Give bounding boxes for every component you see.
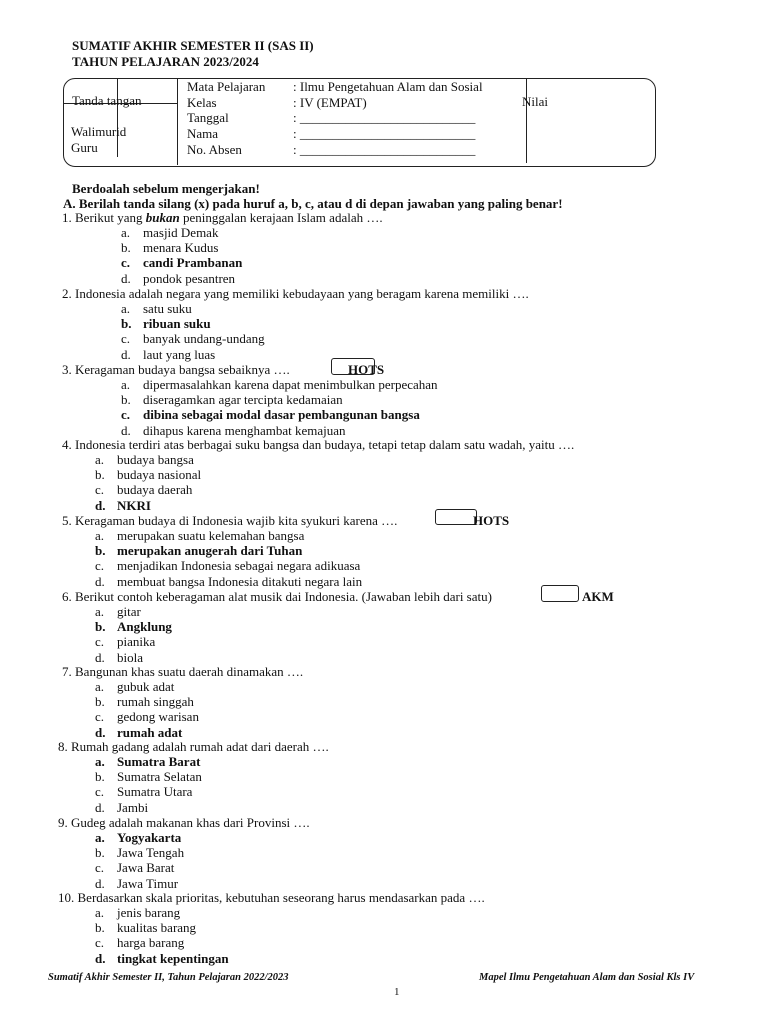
option-text: Sumatra Barat: [117, 754, 201, 769]
option-4-d[interactable]: [95, 498, 151, 514]
option-letter: b.: [95, 619, 106, 635]
question-number: 7.: [62, 664, 75, 679]
option-letter: b.: [95, 769, 105, 785]
option-6-b[interactable]: [95, 619, 172, 635]
tanda-tangan-label: Tanda tangan: [72, 93, 142, 108]
option-text: budaya bangsa: [117, 452, 194, 467]
option-text: budaya daerah: [117, 482, 193, 498]
option-6-a[interactable]: [95, 604, 141, 620]
question-number: 6.: [62, 589, 75, 604]
option-7-a[interactable]: [95, 679, 174, 695]
option-10-d[interactable]: [95, 951, 229, 967]
option-3-b[interactable]: [121, 392, 343, 408]
option-letter: b.: [121, 392, 131, 408]
option-1-b[interactable]: [121, 240, 218, 256]
question-text: Indonesia adalah negara yang memiliki kebudayaan yang beragam karena memiliki ….: [75, 286, 529, 301]
option-5-c[interactable]: [95, 558, 360, 574]
option-letter: d.: [95, 950, 106, 966]
option-text: rumah singgah: [117, 694, 194, 710]
question-text: Bangunan khas suatu daerah dinamakan ….: [75, 664, 304, 679]
field-nama[interactable]: : ___________________________: [293, 126, 476, 141]
option-letter: b.: [121, 240, 131, 256]
option-text: ribuan suku: [143, 316, 211, 332]
option-text: menara Kudus: [143, 240, 219, 256]
option-text: Sumatra Utara: [117, 784, 193, 800]
label-kelas: Kelas: [187, 95, 217, 110]
option-5-a[interactable]: [95, 528, 304, 544]
tag-box: [541, 585, 579, 602]
option-1-d[interactable]: [121, 271, 235, 287]
option-1-c[interactable]: [121, 255, 242, 271]
value-kelas: : IV (EMPAT): [293, 95, 367, 110]
option-text: jenis barang: [117, 905, 181, 920]
field-tanggal[interactable]: : ___________________________: [293, 110, 476, 125]
option-letter: b.: [95, 543, 106, 559]
option-text: merupakan anugerah dari Tuhan: [117, 543, 303, 559]
option-text: gitar: [117, 604, 141, 619]
option-2-a[interactable]: [121, 301, 192, 317]
label-nama: Nama: [187, 126, 219, 141]
option-text: masjid Demak: [143, 225, 219, 240]
option-letter: b.: [95, 467, 105, 483]
option-letter: a.: [95, 604, 105, 619]
option-text: dihapus karena menghambat kemajuan: [143, 422, 346, 438]
option-letter: d.: [95, 649, 105, 665]
label-absen: No. Absen: [187, 142, 242, 157]
value-mapel: : Ilmu Pengetahuan Alam dan Sosial: [293, 79, 483, 94]
option-10-b[interactable]: [95, 920, 196, 936]
section-a-instruction: A. Berilah tanda silang (x) pada huruf a, b, c, atau d di depan jawaban yang paling benar!: [63, 196, 563, 211]
nilai-divider: [526, 79, 527, 163]
option-letter: c.: [121, 407, 131, 423]
option-text: satu suku: [143, 301, 192, 316]
option-text: pondok pesantren: [143, 270, 236, 286]
option-letter: a.: [121, 377, 131, 392]
option-letter: d.: [95, 799, 105, 815]
label-tanggal: Tanggal: [187, 110, 229, 125]
option-text: membuat bangsa Indonesia ditakuti negara lain: [117, 573, 363, 589]
option-text: NKRI: [117, 497, 151, 513]
question-emphasis: bukan: [145, 210, 180, 225]
option-letter: c.: [95, 860, 105, 876]
option-text: biola: [117, 649, 143, 665]
option-6-c[interactable]: [95, 634, 155, 650]
option-letter: c.: [95, 784, 105, 800]
option-text: banyak undang-undang: [143, 331, 265, 347]
question-7: [62, 664, 303, 680]
option-letter: d.: [121, 346, 131, 362]
option-8-b[interactable]: [95, 769, 202, 785]
option-4-a[interactable]: [95, 452, 194, 468]
option-8-d[interactable]: [95, 800, 148, 816]
option-letter: c.: [95, 935, 105, 951]
question-6: [62, 589, 492, 605]
question-4: [62, 437, 574, 453]
hots-tag: HOTS: [348, 362, 385, 377]
signature-divider: [117, 79, 118, 157]
question-number: 1.: [62, 210, 75, 225]
option-9-a[interactable]: [95, 830, 181, 846]
option-letter: a.: [121, 225, 131, 240]
option-9-b[interactable]: [95, 845, 184, 861]
option-text: menjadikan Indonesia sebagai negara adikuasa: [117, 558, 361, 574]
option-letter: d.: [95, 497, 106, 513]
question-10: [58, 890, 485, 906]
question-number: 9.: [58, 815, 71, 830]
option-letter: d.: [121, 422, 131, 438]
question-9: [58, 815, 310, 831]
option-text: dipermasalahkan karena dapat menimbulkan perpecahan: [143, 377, 438, 392]
option-letter: a.: [95, 754, 105, 769]
option-3-a[interactable]: [121, 377, 438, 393]
question-number: 2.: [62, 286, 75, 301]
option-letter: c.: [95, 634, 105, 650]
option-letter: b.: [121, 316, 132, 332]
option-text: kualitas barang: [117, 920, 197, 936]
option-letter: a.: [95, 528, 105, 543]
question-text: Berikut yang: [75, 210, 146, 225]
option-text: Jawa Tengah: [117, 845, 185, 861]
option-5-d[interactable]: [95, 574, 362, 590]
option-text: Sumatra Selatan: [117, 769, 202, 785]
option-text: dibina sebagai modal dasar pembangunan bangsa: [143, 407, 420, 423]
question-5: [62, 513, 397, 529]
option-letter: c.: [95, 709, 105, 725]
question-text: Berdasarkan skala prioritas, kebutuhan seseorang harus mendasarkan pada ….: [77, 890, 485, 905]
page-number: 1: [394, 986, 400, 998]
option-10-a[interactable]: [95, 905, 180, 921]
option-text: rumah adat: [117, 724, 183, 740]
pray-instruction: Berdoalah sebelum mengerjakan!: [72, 181, 260, 196]
option-4-b[interactable]: [95, 467, 201, 483]
option-text: Jawa Barat: [117, 860, 175, 876]
option-text: Jawa Timur: [117, 875, 179, 891]
question-text: Rumah gadang adalah rumah adat dari daerah ….: [71, 739, 329, 754]
option-text: laut yang luas: [143, 346, 216, 362]
walimurid-label: Walimurid: [71, 124, 127, 139]
option-letter: b.: [95, 920, 105, 936]
question-text: Berikut contoh keberagaman alat musik dai Indonesia. (Jawaban lebih dari satu): [75, 589, 492, 604]
question-text: Indonesia terdiri atas berbagai suku bangsa dan budaya, tetapi tetap dalam satu wadah, yaitu ….: [75, 437, 575, 452]
option-text: Yogyakarta: [117, 830, 182, 845]
footer-right: Mapel Ilmu Pengetahuan Alam dan Sosial Kls IV: [479, 972, 695, 983]
footer-left: Sumatif Akhir Semester II, Tahun Pelajaran 2022/2023: [48, 972, 289, 983]
option-text: Angklung: [117, 619, 172, 635]
label-mapel: Mata Pelajaran: [187, 79, 266, 94]
option-letter: b.: [95, 845, 105, 861]
nilai-label: Nilai: [522, 94, 548, 109]
option-letter: d.: [95, 875, 105, 891]
option-text: tingkat kepentingan: [117, 950, 229, 966]
question-number: 8.: [58, 739, 71, 754]
option-text: Jambi: [117, 799, 149, 815]
question-2: [62, 286, 529, 302]
option-8-a[interactable]: [95, 754, 200, 770]
question-number: 4.: [62, 437, 75, 452]
question-text: Gudeg adalah makanan khas dari Provinsi ….: [71, 815, 310, 830]
tag-box: [435, 509, 477, 525]
option-letter: d.: [121, 270, 131, 286]
doc-title: SUMATIF AKHIR SEMESTER II (SAS II): [72, 38, 314, 53]
option-letter: a.: [121, 301, 131, 316]
question-number: 5.: [62, 513, 75, 528]
option-2-b[interactable]: [121, 316, 211, 332]
option-letter: d.: [95, 573, 105, 589]
option-8-c[interactable]: [95, 784, 192, 800]
option-1-a[interactable]: [121, 225, 218, 241]
option-10-c[interactable]: [95, 935, 184, 951]
option-text: diseragamkan agar tercipta kedamaian: [143, 392, 343, 408]
option-letter: a.: [95, 452, 105, 467]
question-1: [62, 210, 383, 226]
option-5-b[interactable]: [95, 543, 302, 559]
guru-label: Guru: [71, 140, 98, 155]
option-letter: c.: [121, 255, 131, 271]
option-7-c[interactable]: [95, 709, 199, 725]
option-text: merupakan suatu kelemahan bangsa: [117, 528, 305, 543]
option-text: harga barang: [117, 935, 185, 951]
option-text: candi Prambanan: [143, 255, 243, 271]
option-text: pianika: [117, 634, 156, 650]
doc-year: TAHUN PELAJARAN 2023/2024: [72, 54, 259, 69]
option-letter: c.: [95, 558, 105, 574]
option-text: budaya nasional: [117, 467, 202, 483]
option-text: gubuk adat: [117, 679, 175, 694]
question-text: Keragaman budaya bangsa sebaiknya ….: [75, 362, 290, 377]
hots-tag: HOTS: [473, 513, 510, 528]
question-number: 10.: [58, 890, 78, 905]
question-3: [62, 362, 290, 378]
option-2-c[interactable]: [121, 331, 265, 347]
akm-tag: AKM: [582, 589, 614, 604]
option-letter: b.: [95, 694, 105, 710]
field-absen[interactable]: : ___________________________: [293, 142, 476, 157]
option-2-d[interactable]: [121, 347, 215, 363]
question-8: [58, 739, 329, 755]
option-text: gedong warisan: [117, 709, 199, 725]
option-letter: a.: [95, 830, 105, 845]
question-number: 3.: [62, 362, 75, 377]
option-letter: d.: [95, 724, 106, 740]
option-7-b[interactable]: [95, 694, 194, 710]
option-9-c[interactable]: [95, 860, 174, 876]
option-3-c[interactable]: [121, 407, 420, 423]
label-divider: [177, 79, 178, 165]
option-letter: a.: [95, 905, 105, 920]
option-letter: c.: [121, 331, 131, 347]
question-text: peninggalan kerajaan Islam adalah ….: [179, 210, 383, 225]
option-4-c[interactable]: [95, 482, 192, 498]
option-letter: c.: [95, 482, 105, 498]
question-text: Keragaman budaya di Indonesia wajib kita syukuri karena ….: [75, 513, 398, 528]
option-letter: a.: [95, 679, 105, 694]
